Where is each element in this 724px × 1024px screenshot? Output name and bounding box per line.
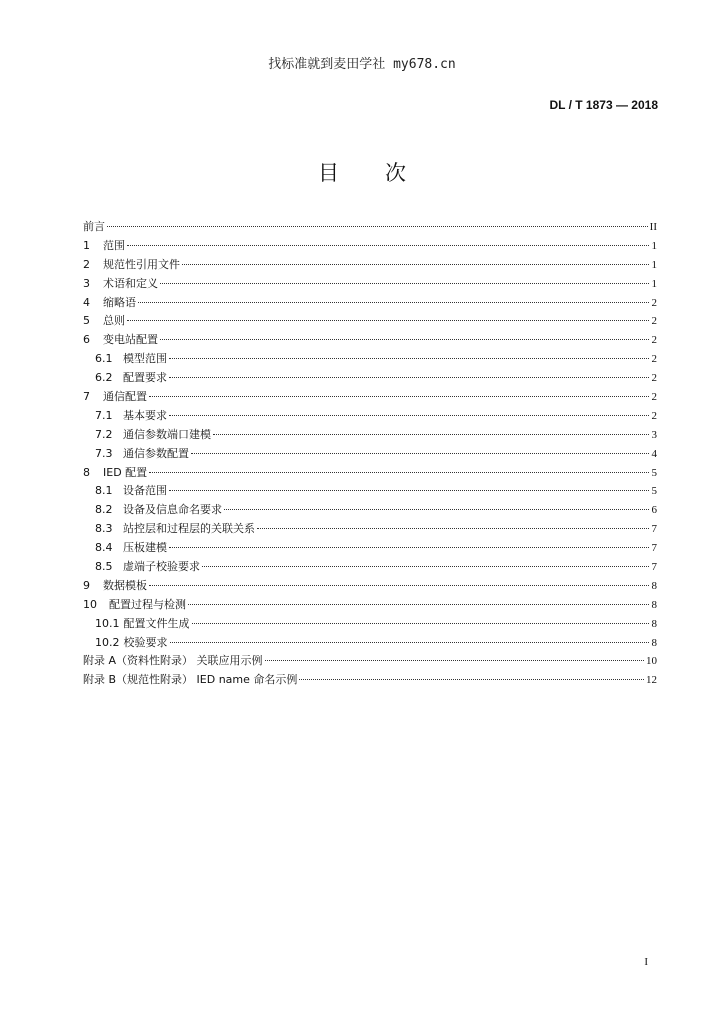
- toc-entry-title: 附录 B（规范性附录） IED name 命名示例: [83, 673, 298, 687]
- toc-leader-dots: [257, 528, 649, 529]
- toc-entry-page: 8: [651, 579, 657, 592]
- toc-leader-dots: [188, 604, 649, 605]
- toc-entry-title: 设备范围: [123, 484, 167, 498]
- toc-entry[interactable]: [83, 237, 657, 256]
- toc-entry-number: 5: [83, 314, 90, 328]
- toc-entry-number: 7: [83, 390, 90, 404]
- toc-entry-page: 7: [651, 542, 657, 555]
- toc-entry[interactable]: [83, 445, 657, 464]
- toc-entry-page: 12: [646, 674, 657, 687]
- toc-entry-page: 4: [651, 447, 657, 460]
- toc-entry-title: 通信参数配置: [123, 446, 189, 460]
- toc-leader-dots: [192, 623, 650, 624]
- toc-leader-dots: [138, 302, 649, 303]
- page-number: I: [644, 956, 648, 968]
- toc-entry-title: 配置过程与检测: [109, 597, 186, 611]
- toc-entry[interactable]: [83, 539, 657, 558]
- toc-entry-title: 通信配置: [103, 390, 147, 404]
- toc-entry-number: 10.2: [95, 635, 120, 649]
- toc-entry[interactable]: [83, 464, 657, 483]
- toc-entry-number: 6.2: [95, 371, 113, 385]
- toc-leader-dots: [224, 509, 649, 510]
- toc-entry-title: 术语和定义: [103, 276, 158, 290]
- standard-code: DL / T 1873 — 2018: [549, 98, 658, 112]
- toc-entry-number: 8.5: [95, 560, 113, 574]
- toc-entry-page: 5: [651, 485, 657, 498]
- toc-entry-number: 6: [83, 333, 90, 347]
- toc-entry-title: 配置要求: [123, 371, 167, 385]
- toc-entry[interactable]: [83, 577, 657, 596]
- watermark: 找标准就到麦田学社 my678.cn: [268, 57, 456, 72]
- toc-leader-dots: [265, 660, 644, 661]
- toc-entry-number: 8.1: [95, 484, 113, 498]
- toc-entry-title: 总则: [103, 314, 125, 328]
- toc-entry-title: IED 配置: [103, 465, 148, 479]
- toc-entry-page: 2: [651, 372, 657, 385]
- toc-entry-title: 校验要求: [123, 635, 168, 649]
- toc-leader-dots: [202, 566, 649, 567]
- toc-leader-dots: [299, 679, 644, 680]
- toc-entry-page: II: [649, 221, 657, 233]
- toc-entry-page: 2: [651, 296, 657, 309]
- toc-entry[interactable]: [83, 501, 657, 520]
- toc-entry[interactable]: [83, 426, 657, 445]
- table-of-contents: [83, 218, 657, 690]
- toc-entry-title: 模型范围: [123, 352, 167, 366]
- toc-entry-title: 数据模板: [103, 578, 147, 592]
- toc-entry-page: 7: [651, 523, 657, 536]
- toc-entry[interactable]: [83, 369, 657, 388]
- toc-entry-page: 2: [651, 391, 657, 404]
- toc-leader-dots: [149, 396, 649, 397]
- toc-entry[interactable]: [83, 331, 657, 350]
- toc-entry[interactable]: [83, 388, 657, 407]
- toc-entry-page: 3: [651, 428, 657, 441]
- toc-entry[interactable]: [83, 482, 657, 501]
- toc-entry-number: 6.1: [95, 352, 113, 366]
- toc-entry-number: 3: [83, 276, 90, 290]
- toc-entry[interactable]: [83, 652, 657, 671]
- toc-entry-number: 7.2: [95, 427, 113, 441]
- toc-entry-number: 7.3: [95, 446, 113, 460]
- toc-entry[interactable]: [83, 312, 657, 331]
- toc-entry-title: 变电站配置: [103, 333, 158, 347]
- toc-entry[interactable]: [83, 350, 657, 369]
- toc-entry-page: 8: [651, 636, 657, 649]
- toc-entry[interactable]: [83, 634, 657, 653]
- toc-entry-number: 9: [83, 578, 90, 592]
- toc-entry[interactable]: [83, 596, 657, 615]
- toc-entry-page: 1: [651, 258, 657, 271]
- toc-entry-page: 7: [651, 561, 657, 574]
- toc-entry-title: 范围: [103, 238, 125, 252]
- toc-entry-page: 1: [651, 277, 657, 290]
- toc-entry-page: 2: [651, 409, 657, 422]
- toc-entry-page: 5: [651, 466, 657, 479]
- toc-entry[interactable]: [83, 275, 657, 294]
- toc-entry-page: 6: [651, 504, 657, 517]
- toc-leader-dots: [182, 264, 649, 265]
- toc-entry-title: 设备及信息命名要求: [123, 503, 222, 517]
- toc-entry-title: 基本要求: [123, 408, 167, 422]
- toc-leader-dots: [169, 415, 649, 416]
- toc-leader-dots: [160, 283, 649, 284]
- toc-leader-dots: [127, 320, 649, 321]
- toc-entry-number: 10.1: [95, 616, 120, 630]
- toc-entry-title: 前言: [83, 220, 105, 233]
- toc-entry-page: 2: [651, 315, 657, 328]
- toc-leader-dots: [169, 377, 649, 378]
- toc-entry-title: 附录 A（资料性附录） 关联应用示例: [83, 654, 263, 668]
- toc-entry[interactable]: [83, 407, 657, 426]
- toc-entry-page: 8: [651, 598, 657, 611]
- toc-entry-number: 8.3: [95, 522, 113, 536]
- toc-entry-title: 规范性引用文件: [103, 257, 180, 271]
- toc-entry-number: 4: [83, 295, 90, 309]
- toc-entry-number: 1: [83, 238, 90, 252]
- toc-entry-page: 2: [651, 334, 657, 347]
- toc-leader-dots: [160, 339, 649, 340]
- toc-entry-title: 通信参数端口建模: [123, 427, 211, 441]
- toc-entry[interactable]: [83, 671, 657, 690]
- toc-entry[interactable]: [83, 294, 657, 313]
- toc-leader-dots: [107, 226, 648, 227]
- toc-entry-page: 10: [646, 655, 657, 668]
- toc-entry[interactable]: [83, 218, 657, 237]
- toc-entry-number: 8: [83, 465, 90, 479]
- toc-entry-title: 缩略语: [103, 295, 136, 309]
- toc-entry-title: 配置文件生成: [123, 616, 190, 630]
- toc-leader-dots: [170, 642, 650, 643]
- toc-entry-number: 8.2: [95, 503, 113, 517]
- toc-leader-dots: [149, 585, 649, 586]
- toc-entry-number: 10: [83, 597, 97, 611]
- toc-entry-title: 站控层和过程层的关联关系: [123, 522, 255, 536]
- toc-entry-page: 2: [651, 353, 657, 366]
- toc-entry[interactable]: [83, 615, 657, 634]
- toc-entry[interactable]: [83, 558, 657, 577]
- toc-leader-dots: [213, 434, 649, 435]
- toc-entry-title: 虚端子校验要求: [123, 560, 200, 574]
- toc-leader-dots: [169, 358, 649, 359]
- toc-leader-dots: [169, 490, 649, 491]
- toc-entry-number: 7.1: [95, 408, 113, 422]
- toc-entry-number: 2: [83, 257, 90, 271]
- toc-entry-title: 压板建模: [123, 541, 167, 555]
- toc-entry-page: 8: [651, 617, 657, 630]
- toc-leader-dots: [191, 453, 649, 454]
- toc-leader-dots: [127, 245, 649, 246]
- toc-leader-dots: [169, 547, 649, 548]
- toc-entry-number: 8.4: [95, 541, 113, 555]
- toc-entry-page: 1: [651, 239, 657, 252]
- toc-title: 目次: [318, 161, 452, 185]
- toc-leader-dots: [149, 472, 649, 473]
- toc-entry[interactable]: [83, 256, 657, 275]
- toc-entry[interactable]: [83, 520, 657, 539]
